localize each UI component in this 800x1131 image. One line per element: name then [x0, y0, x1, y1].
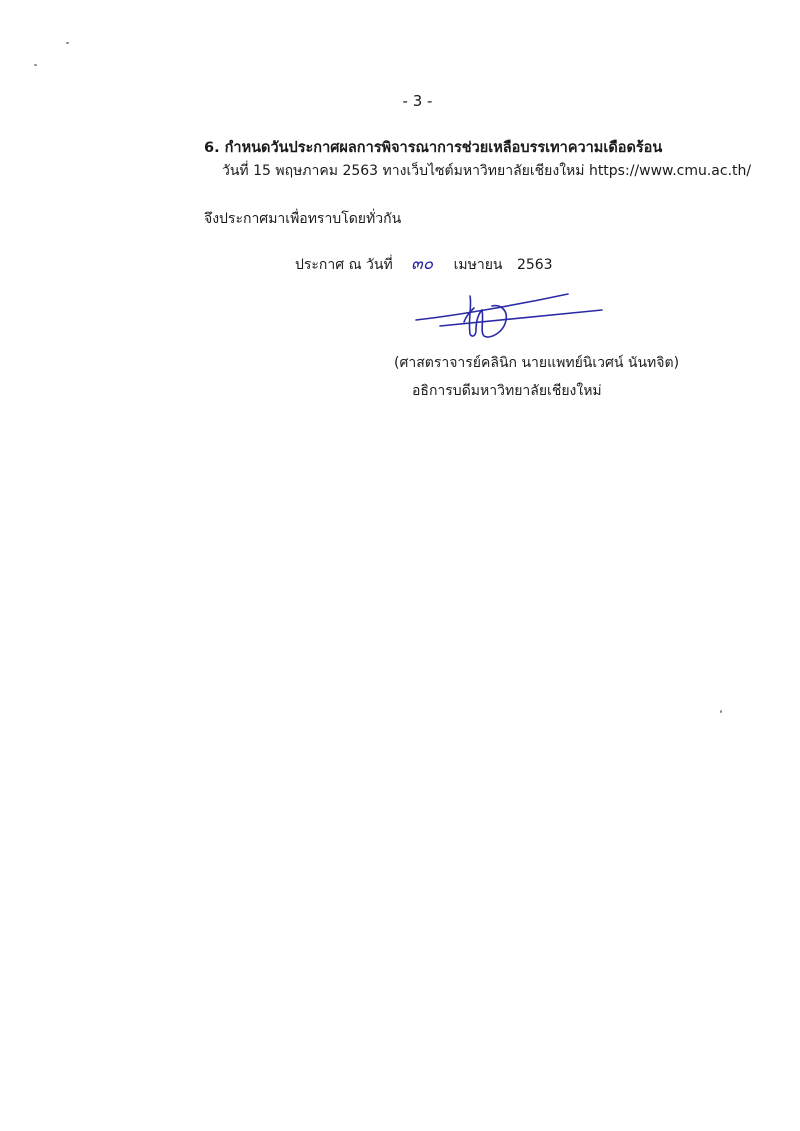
signer-title: อธิการบดีมหาวิทยาลัยเชียงใหม่	[412, 383, 602, 399]
closing-statement: จึงประกาศมาเพื่อทราบโดยทั่วกัน	[204, 211, 402, 227]
page-number: - 3 -	[402, 92, 433, 110]
scan-speck	[720, 710, 722, 713]
handwritten-day: ๓๐	[411, 254, 434, 274]
date-year: 2563	[516, 257, 553, 273]
announcement-date	[295, 250, 553, 277]
scan-speck	[34, 64, 37, 66]
date-prefix: ประกาศ ณ วันที่	[295, 257, 393, 273]
handwritten-signature	[412, 286, 612, 346]
signer-name: (ศาสตราจารย์คลินิก นายแพทย์นิเวศน์ นันทจิต)	[394, 355, 680, 371]
section-heading: 6. กำหนดวันประกาศผลการพิจารณาการช่วยเหลือบรรเทาความเดือดร้อน	[204, 140, 663, 156]
section-body: วันที่ 15 พฤษภาคม 2563 ทางเว็บไซต์มหาวิทยาลัยเชียงใหม่ https://www.cmu.ac.th/	[222, 163, 752, 179]
scan-speck	[66, 42, 69, 44]
date-month: เมษายน	[453, 257, 503, 273]
